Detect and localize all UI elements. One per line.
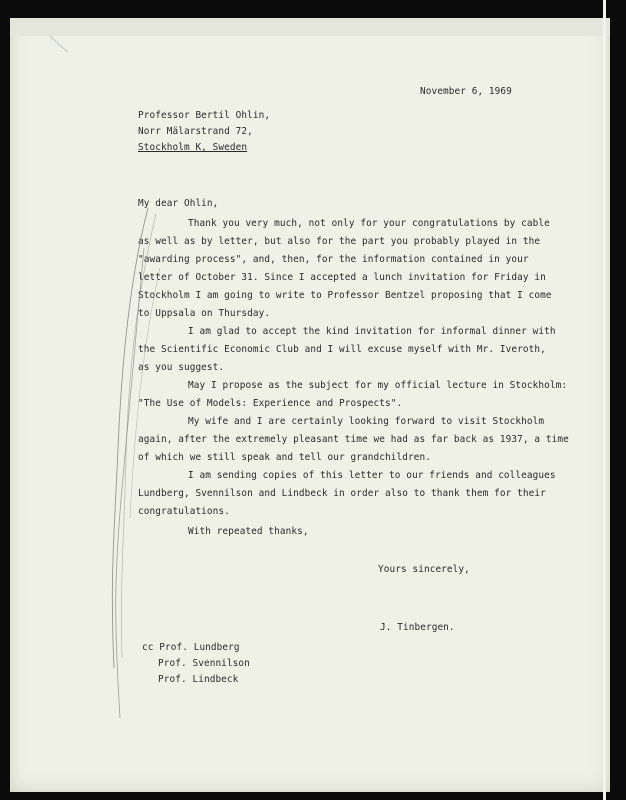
body-line-7: I am glad to accept the kind invitation for informal dinner with xyxy=(188,326,556,337)
body-line-11: "The Use of Models: Experience and Prospects". xyxy=(138,398,403,409)
paper-top-strip xyxy=(10,18,610,36)
signature: J. Tinbergen. xyxy=(380,622,455,633)
cc-line-1: cc Prof. Lundberg xyxy=(142,642,240,653)
body-line-10: May I propose as the subject for my official lecture in Stockholm: xyxy=(188,380,568,391)
address-line-street: Norr Mälarstrand 72, xyxy=(138,126,253,137)
address-line-name: Professor Bertil Ohlin, xyxy=(138,110,271,121)
body-line-17: congratulations. xyxy=(138,506,230,517)
body-line-5: Stockholm I am going to write to Professor Bentzel proposing that I come xyxy=(138,290,552,301)
cc-line-3: Prof. Lindbeck xyxy=(158,674,239,685)
closing: Yours sincerely, xyxy=(378,564,470,575)
body-line-8: the Scientific Economic Club and I will excuse myself with Mr. Iveroth, xyxy=(138,344,546,355)
body-line-16: Lundberg, Svennilson and Lindbeck in order also to thank them for their xyxy=(138,488,546,499)
body-line-9: as you suggest. xyxy=(138,362,225,373)
body-line-14: of which we still speak and tell our grandchildren. xyxy=(138,452,431,463)
body-line-2: as well as by letter, but also for the part you probably played in the xyxy=(138,236,541,247)
salutation: My dear Ohlin, xyxy=(138,198,219,209)
body-line-18: With repeated thanks, xyxy=(188,526,309,537)
body-line-12: My wife and I are certainly looking forward to visit Stockholm xyxy=(188,416,545,427)
body-line-15: I am sending copies of this letter to our friends and colleagues xyxy=(188,470,556,481)
body-line-13: again, after the extremely pleasant time we had as far back as 1937, a time xyxy=(138,434,569,445)
cc-line-2: Prof. Svennilson xyxy=(158,658,250,669)
letter-paper xyxy=(10,18,610,792)
body-line-1: Thank you very much, not only for your congratulations by cable xyxy=(188,218,550,229)
body-line-3: "awarding process", and, then, for the information contained in your xyxy=(138,254,529,265)
address-line-city: Stockholm K, Sweden xyxy=(138,142,248,153)
body-line-6: to Uppsala on Thursday. xyxy=(138,308,271,319)
body-line-4: letter of October 31. Since I accepted a lunch invitation for Friday in xyxy=(138,272,546,283)
right-edge-highlight xyxy=(603,0,606,800)
letter-date: November 6, 1969 xyxy=(420,86,512,97)
